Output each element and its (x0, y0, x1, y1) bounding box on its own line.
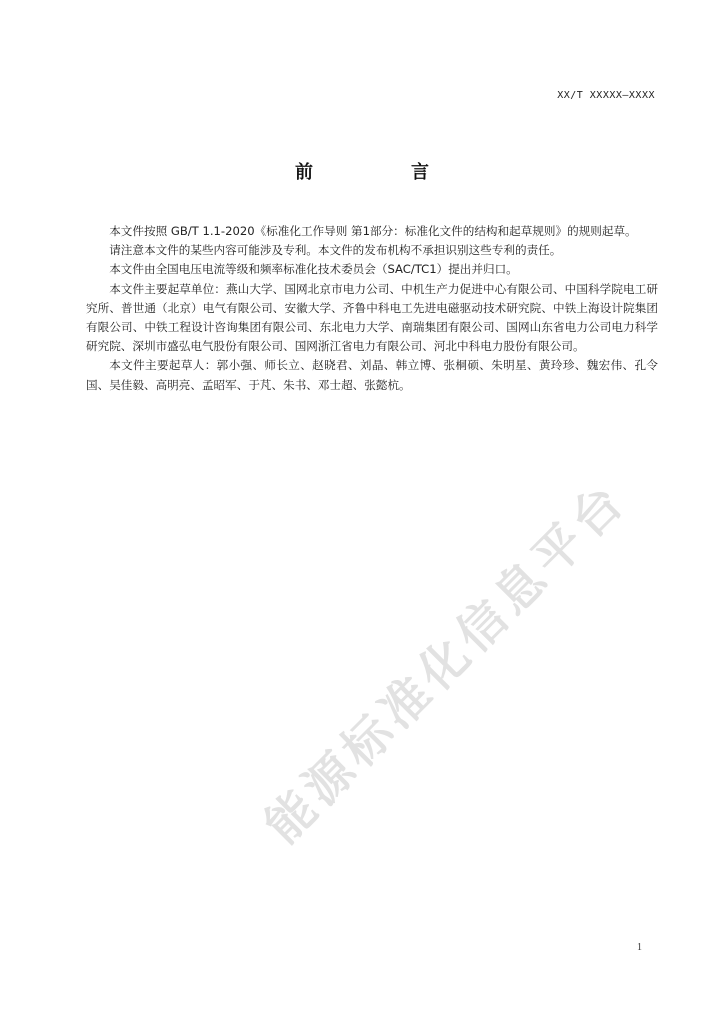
body-text (86, 222, 658, 395)
document-code: XX/T XXXXX—XXXX (557, 90, 655, 101)
paragraph-patent-notice: 请注意本文件的某些内容可能涉及专利。本文件的发布机构不承担识别这些专利的责任。 (109, 243, 562, 258)
paragraph-drafting-units: 本文件主要起草单位：燕山大学、国网北京市电力公司、中机生产力促进中心有限公司、中国科学院电工研究所、普世通（北京）电气有限公司、安徽大学、齐鲁中科电工先进电磁驱动技术研究院、中铁上海设计院集团有限公司、中铁工程设计咨询集团有限公司、东北电力大学、南瑞集团有限公司、国网山东省电力公司电力科学研究院、深圳市盛弘电气股份有限公司、国网浙江省电力有限公司、河北中科电力股份有限公司。 (86, 281, 658, 354)
paragraph-committee: 本文件由全国电压电流等级和频率标准化技术委员会（SAC/TC1）提出并归口。 (109, 262, 518, 277)
watermark: 能源标准化信息平台 (254, 471, 638, 855)
paragraph-drafters: 本文件主要起草人：郭小强、师长立、赵晓君、刘晶、韩立博、张桐硕、朱明星、黄玲珍、魏宏伟、孔令国、吴佳毅、高明亮、孟昭军、于芃、朱书、邓士超、张懿杭。 (86, 358, 658, 392)
page-number: 1 (637, 942, 642, 953)
page-title: 前 言 (295, 162, 469, 183)
paragraph-drafting-rules: 本文件按照 GB/T 1.1-2020《标准化工作导则 第1部分：标准化文件的结构和起草规则》的规则起草。 (109, 224, 637, 238)
